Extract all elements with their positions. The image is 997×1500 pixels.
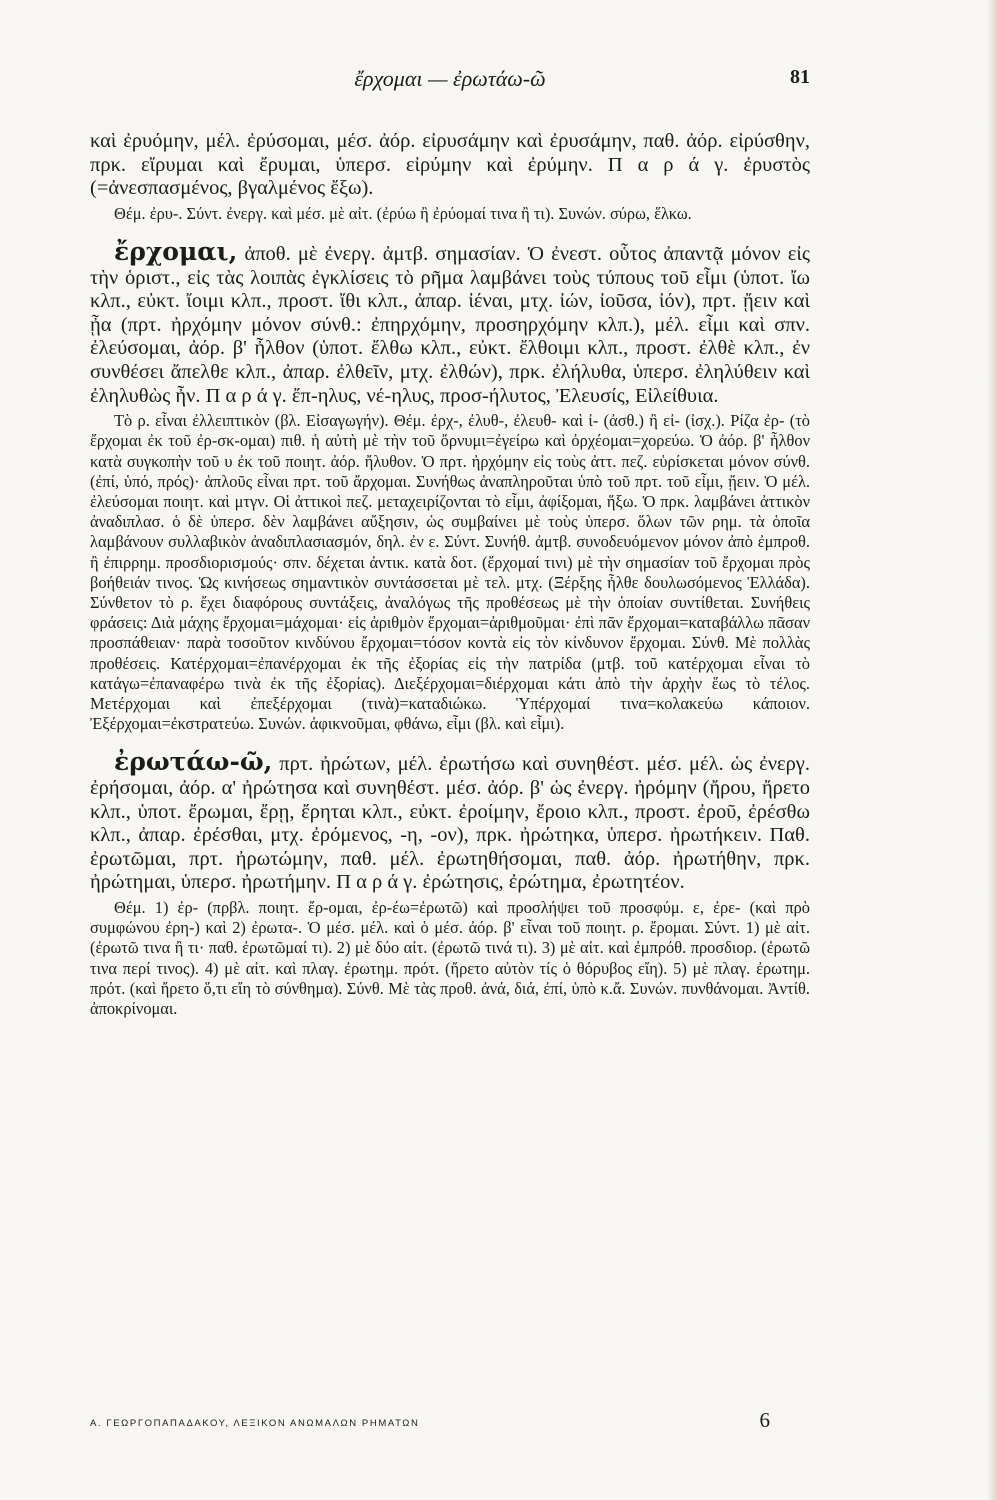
running-header: [90, 66, 810, 96]
entry-erchomai: [90, 236, 811, 734]
page-body: [90, 130, 810, 1019]
continuation-note: Θέμ. ἐρυ-. Σύντ. ἐνεργ. καὶ μέσ. μὲ αἰτ. (ἐρύω ἢ ἐρύομαί τινα ἢ τι). Συνών. σύρω, ἕλκω.: [114, 203, 692, 223]
footer-credit: Α. ΓΕΩΡΓΟΠΑΠΑΔΑΚΟΥ, ΛΕΞΙΚΟΝ ΑΝΩΜΑΛΩΝ ΡΗΜΑΤΩΝ: [90, 1418, 420, 1429]
continuation-text: καὶ ἐρυόμην, μέλ. ἐρύσομαι, μέσ. ἀόρ. εἰρυσάμην καὶ ἐρυσάμην, παθ. ἀόρ. εἰρύσθην, πρκ. εἴρυμαι καὶ ἔρυμαι, ὑπερσ. εἰρύμην καὶ ἐρύμην. Π α ρ ά γ. ἐρυστὸς (=ἀνεσπασμένος, βγαλμένος ἔξω).: [90, 130, 810, 200]
entry-body: ἀποθ. μὲ ἐνεργ. ἀμτβ. σημασίαν. Ὁ ἐνεστ. οὗτος ἀπαντᾷ μόνον εἰς τὴν ὁριστ., εἰς τὰς λοιπὰς ἐγκλίσεις τὸ ρῆμα λαμβάνει τοὺς τύπους τοῦ εἶμι (ὑποτ. ἴω κλπ., εὐκτ. ἴοιμι κλπ., προστ. ἴθι κλπ., ἀπαρ. ἰέναι, μτχ. ἰών, ἰοῦσα, ἰόν), πρτ. ᾔειν καὶ ᾖα (πρτ. ἠρχόμην μόνον σύνθ.: ἐπηρχόμην, προσηρχόμην κλπ.), μέλ. εἶμι καὶ σπν. ἐλεύσομαι, ἀόρ. β' ἦλθον (ὑποτ. ἔλθω κλπ., εὐκτ. ἔλθοιμι κλπ., προστ. ἐλθὲ κλπ., ἐν συνθέσει ἄπελθε κλπ., ἀπαρ. ἐλθεῖν, μτχ. ἐλθών), πρκ. ἐλήλυθα, ὑπερσ. ἐληλύθειν καὶ ἐληλυθὼς ἦν. Π α ρ ά γ. ἔπ-ηλυς, νέ-ηλυς, προσ-ήλυτος, Ἐλευσίς, Εἰλείθυια.: [90, 242, 811, 407]
entry-body: πρτ. ἠρώτων, μέλ. ἐρωτήσω καὶ συνηθέστ. μέσ. μέλ. ὡς ἐνεργ. ἐρήσομαι, ἀόρ. α' ἠρώτησα καὶ συνηθέστ. μέσ. ἀόρ. β' ὡς ἐνεργ. ἠρόμην (ἤρου, ἤρετο κλπ., ὑποτ. ἔρωμαι, ἔρῃ, ἔρηται κλπ., εὐκτ. ἐροίμην, ἔροιο κλπ., προστ. ἐροῦ, ἐρέσθω κλπ., ἀπαρ. ἐρέσθαι, μτχ. ἐρόμενος, -η, -ον), πρκ. ἠρώτηκα, ὑπερσ. ἠρωτήκειν. Παθ. ἐρωτῶμαι, πρτ. ἠρωτώμην, παθ. μέλ. ἐρωτηθήσομαι, παθ. ἀόρ. ἠρωτήθην, πρκ. ἠρώτημαι, ὑπερσ. ἠρωτήμην. Π α ρ ά γ. ἐρώτησις, ἐρώτημα, ἐρωτητέον.: [90, 753, 810, 894]
headword: ἐρωτάω-ῶ,: [114, 747, 273, 777]
signature-number: 6: [759, 1408, 770, 1432]
page-footer: [90, 1410, 810, 1440]
headword: ἔρχομαι,: [114, 236, 238, 266]
header-title: ἔρχομαι — ἐρωτάω-ῶ: [354, 66, 546, 91]
entry-paragraph: [90, 747, 810, 895]
page-number: 81: [790, 66, 810, 88]
entry-note: Τὸ ρ. εἶναι ἐλλειπτικὸν (βλ. Εἰσαγωγήν). Θέμ. ἐρχ-, ἐλυθ-, ἐλευθ- καὶ ἰ- (ἀσθ.) ἢ εἰ- (ἰσχ.). Ρίζα ἐρ- (τὸ ἔρχομαι ἐκ τοῦ ἐρ-σκ-ομαι) πιθ. ἡ αὐτὴ μὲ τὴν τοῦ ὄρνυμι=ἐγείρω καὶ ὀρχέομαι=χορεύω. Ὁ ἀόρ. β' ἦλθον κατὰ συγκοπὴν τοῦ υ ἐκ τοῦ ποιητ. ἀόρ. ἤλυθον. Ὁ πρτ. ἠρχόμην εἰς τοὺς ἀττ. πεζ. εὑρίσκεται μόνον σύνθ. (ἐπί, ὑπό, πρός)· ἁπλοῦς εἶναι πρτ. τοῦ ἄρχομαι. Συνήθως ἀναπληροῦται ὑπὸ τοῦ πρτ. τοῦ εἶμι, ᾔειν. Ὁ μέλ. ἐλεύσομαι ποιητ. καὶ μτγν. Οἱ ἀττικοὶ πεζ. μεταχειρίζονται τὸ εἶμι, ἀφίξομαι, ἥξω. Ὁ πρκ. λαμβάνει ἀττικὸν ἀναδιπλασ. ὁ δὲ ὑπερσ. δὲν λαμβάνει αὔξησιν, ὡς συμβαίνει μὲ τοὺς ὑπερσ. ὅλων τῶν ρημ. τὰ ὁποῖα λαμβάνουν συλλαβικὸν ἀναδιπλασιασμόν, δηλ. ἐν ε. Σύντ. Συνήθ. ἀμτβ. συνοδευόμενον μόνον ἀπὸ ἐμπροθ. ἢ ἐπιρρημ. προσδιορισμούς· σπν. δέχεται ἀντικ. κατὰ δοτ. (ἔρχομαί τινι) μὲ τὴν σημασίαν τοῦ ἔρχομαι πρὸς βοήθειάν τινος. Ὡς κινήσεως σημαντικὸν συντάσσεται μὲ τελ. μτχ. (Ξέρξης ἦλθε δουλωσόμενος Ἑλλάδα). Σύνθετον τὸ ρ. ἔχει διαφόρους συντάξεις, ἀναλόγως τῆς προθέσεως μὲ τὴν ὁποίαν συντίθεται. Συνήθεις φράσεις: Διὰ μάχης ἔρχομαι=μάχομαι· εἰς ἀριθμὸν ἔρχομαι=ἀριθμοῦμαι· ἐπὶ πᾶν ἔρχομαι=καταβάλλω πᾶσαν προσπάθειαν· παρὰ τοσοῦτον κινδύνου ἔρχομαι=τόσον κοντὰ εἰς τὸν κίνδυνον ἔρχομαι. Σύνθ. Μὲ πολλὰς προθέσεις. Κατέρχομαι=ἐπανέρχομαι ἐκ τῆς ἐξορίας εἰς τὴν πατρίδα (μτβ. τοῦ κατέρχομαι εἶναι τὸ κατάγω=ἐπαναφέρω τινὰ ἐκ τῆς ἐξορίας). Διεξέρχομαι=διέρχομαι κάτι ἀπὸ τὴν ἀρχὴν ἕως τὸ τέλος. Μετέρχομαι καὶ ἐπεξέρχομαι (τινὰ)=καταδιώκω. Ὑπέρχομαί τινα=κολακεύω κάποιον. Ἐξέρχομαι=ἐκστρατεύω. Συνών. ἀφικνοῦμαι, φθάνω, εἶμι (βλ. καὶ εἶμι).: [90, 411, 810, 734]
entry-paragraph: [90, 236, 811, 408]
page-edge-shadow: [987, 0, 997, 1500]
entry-erotao: [90, 747, 810, 1019]
entry-note: Θέμ. 1) ἐρ- (πρβλ. ποιητ. ἔρ-ομαι, ἐρ-έω=ἐρωτῶ) καὶ προσλήψει τοῦ προσφύμ. ε, ἐρε- (καὶ πρὸ συμφώνου ἐρη-) καὶ 2) ἐρωτα-. Ὁ μέσ. μέλ. καὶ ὁ μέσ. ἀόρ. β' εἶναι τοῦ ποιητ. ρ. ἔρομαι. Σύντ. 1) μὲ αἰτ. (ἐρωτῶ τινα ἢ τι· παθ. ἐρωτῶμαί τι). 2) μὲ δύο αἰτ. (ἐρωτῶ τινά τι). 3) μὲ αἰτ. καὶ ἐμπρόθ. προσδιορ. (ἐρωτῶ τινα περί τινος). 4) μὲ αἰτ. καὶ πλαγ. ἐρωτημ. πρότ. (ἤρετο αὐτὸν τίς ὁ θόρυβος εἴη). 5) μὲ πλαγ. ἐρωτημ. πρότ. (καὶ ἤρετο ὅ,τι εἴη τὸ σύνθημα). Σύνθ. Μὲ τὰς προθ. ἀνά, διά, ἐπί, ὑπὸ κ.ἄ. Συνών. πυνθάνομαι. Ἀντίθ. ἀποκρίνομαι.: [90, 897, 810, 1018]
